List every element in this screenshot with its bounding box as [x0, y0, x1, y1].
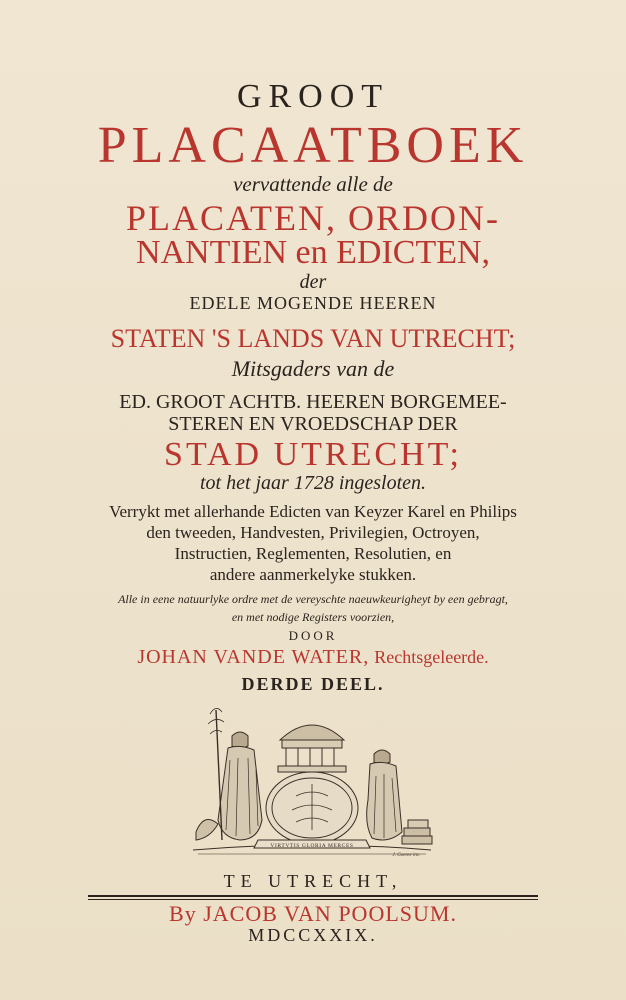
text-tot-het-jaar: tot het jaar 1728 ingesloten.	[199, 472, 427, 494]
text-mitsgaders: Mitsgaders van de	[231, 356, 395, 381]
text-instructien: Instructien, Reglementen, Resolutien, en	[174, 544, 452, 563]
author-name: JOHAN VANDE WATER,	[137, 646, 370, 668]
text-den-tweeden: den tweeden, Handvesten, Privilegien, Octroyen,	[146, 523, 480, 542]
author-title: Rechtsgeleerde.	[374, 647, 489, 667]
text-registers: en met nodige Registers voorzien,	[231, 610, 395, 624]
text-edele-mogende: EDELE MOGENDE HEEREN	[189, 293, 437, 313]
title-nantien: NANTIEN en EDICTEN,	[135, 234, 491, 271]
title-stad-utrecht: STAD UTRECHT;	[164, 436, 462, 473]
text-door: DOOR	[288, 628, 338, 643]
title-placaten: PLACATEN, ORDON-	[126, 198, 500, 238]
subtitle-vervattende: vervattende alle de	[233, 172, 393, 196]
imprint-rule-bottom	[88, 899, 538, 900]
volume-label: DERDE DEEL.	[241, 674, 385, 694]
title-placaatboek: PLACAATBOEK	[97, 117, 529, 174]
text-verrykt: Verrykt met allerhande Edicten van Keyzer Karel en Philips	[109, 502, 517, 521]
title-groot: GROOT	[236, 78, 390, 115]
title-staten: STATEN 'S LANDS VAN UTRECHT;	[110, 324, 516, 353]
text-andere: andere aanmerkelyke stukken.	[209, 565, 417, 584]
text-ed-groot-achtb: ED. GROOT ACHTB. HEEREN BORGEMEE-	[119, 391, 507, 413]
imprint-year: MDCCXXIX.	[248, 925, 378, 945]
text-der: der	[299, 271, 327, 293]
imprint-printer: By JACOB VAN POOLSUM.	[169, 901, 457, 926]
imprint-rule-top	[88, 895, 538, 897]
text-steren: STEREN EN VROEDSCHAP DER	[168, 413, 458, 435]
text-alle-in-eene: Alle in eene natuurlyke ordre met de vereyschte naeuwkeurigheyt by een gebragt,	[118, 592, 508, 606]
imprint-place: TE UTRECHT,	[223, 871, 403, 891]
vignette-motto: VIRTVTIS GLORIA MERCES	[270, 843, 354, 849]
printer-vignette	[188, 700, 436, 858]
vignette-signature: J. Goeree inv.	[392, 853, 420, 858]
author-line	[0, 647, 626, 667]
